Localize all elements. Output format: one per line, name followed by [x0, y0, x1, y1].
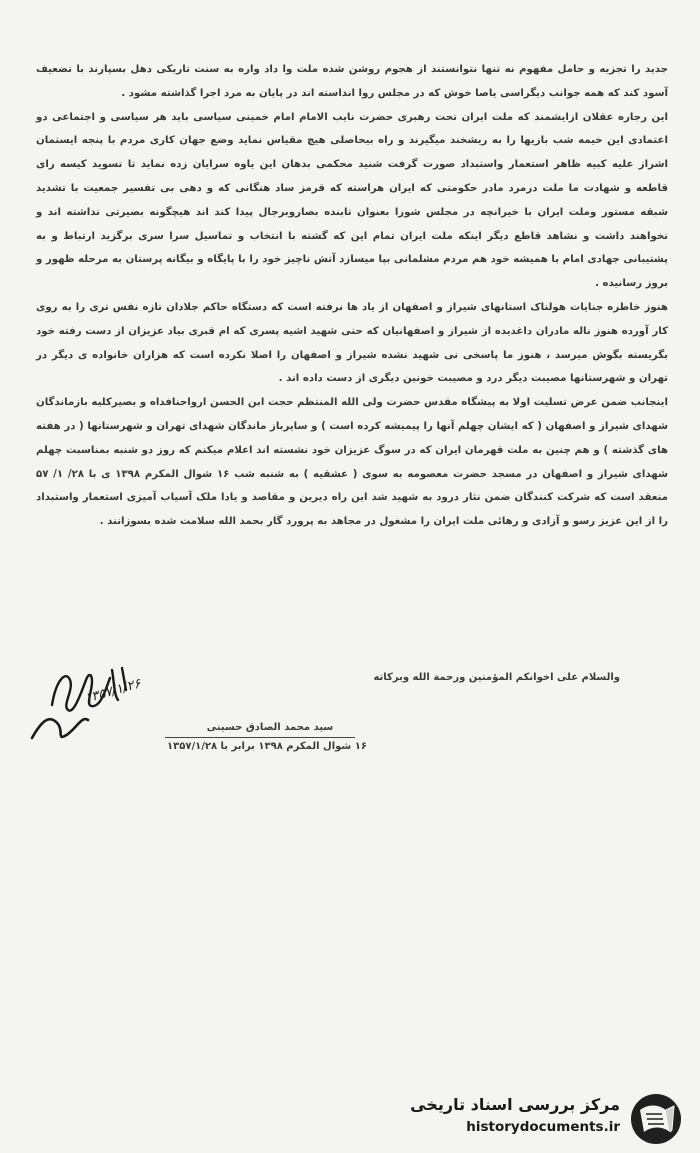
letter-paragraph-1: جدید را تجزیه و حامل مفهوم نه تنها نتوانستند از هجوم روشن شده ملت وا داد واره به سنت تاریکی دهل بسپارند با تضعیف آسود کند که همه جوانب دیگراسی یاصا خوش که در مجلس روا انداسته اند در پایان به مرد اجرا گذاشته مشود . — [36, 64, 668, 99]
letter-paragraph-4: اینجانب ضمن عرض تسلیت اولا به پیشگاه مقدس حضرت ولی الله المنتظم حجت ابن الحسن ارواحنافداه و بصیرکلیه بازماندگان شهدای شیراز و اصفهان ( که ایشان چهلم آنها را پیمیشه کرده است ) و سایرباز ماندگان شهدای تهران و شهرستانها ( در هفته های گذشته ) و هم چنین به ملت قهرمان ایران که در سوگ عزیزان خود نشسته اند اعلام میکنم که روز دو شنبه بمناسبت چهلم شهدای شیراز و اصفهان در مسجد حضرت معصومه به سوی ( عشقیه ) به شنبه شب ۱۶ شوال المکرم ۱۳۹۸ ی با ۲۸/ ۱/ ۵۷ منعقد است که شرکت کنندگان ضمن نثار درود به شهید شد این راه دیرین و مقاصد و یادا ملک آسیاب آمیزی استعمار واستبداد را از این عزیز رسو و آزادی و رهائی ملت ایران را مشغول در مجاهد به پرورد گار بحمد الله سلامت شده بسوزانند . — [36, 397, 668, 528]
signer-name: سید محمد الصادق حسینی — [206, 722, 334, 733]
letter-paragraph-3: هنوز خاطره جنایات هولناک استانهای شیراز و اصفهان از یاد ها نرفته است که دستگاه حاکم جلادان تازه نفس تری را به روی کار آورده هنوز ناله مادران داغدیده از شیراز و اصفهانیان که حتی شهید اشیه پسری که ام قبری بیاد عزیزان از دست رفته خود بگریسته بگوش میرسد ، هنوز ما پاسخی نی شهید نشده شیراز و اصفهان را اصلا نکرده است که هزاران خانواده ی دیگر در تهران و شهرستانها مصیبت دیگر درد و مصیبت خونین دیگری از دست داده اند . — [36, 301, 668, 385]
signature-underline — [165, 737, 355, 738]
handwritten-date: ۱۳۵۷/۱/۲۶ — [83, 676, 143, 707]
signer-date: ۱۶ شوال المکرم ۱۳۹۸ برابر با ۱۳۵۷/۱/۲۸ — [167, 741, 367, 752]
letter-paragraph-2: این رجاره عقلان ازایشمند که ملت ایران تحت رهبری حضرت نایب الامام امام خمینی سیاسی باید هر سیاسی و اجتماعی دو اعتمادی این خیمه شب بازیها را به ریشخند میگیرند و راه بیحاصلی هیچ مقیاس نماید وضع جهان کاری مردم با پنجه ایستمان اشراز علیه کبیه ظاهر استعمار واستبداد صورت گرفت شنید محکمی بدهان این یاوه سرایان زده نماید تا تسوید کیسه رای قاطعه و شهادت ما ملت درمرد مادر حکومتی که ایران هراسته که قرمز ساد هنگانی که و دهی بی تفسیر جمعیت با تشدید شبقه مستور وملت ایران با خیرانچه در مجلس شورا بعنوان تابنده بصاروبرجال پیدا کند اند هیچگونه بصیرتی نداشته اند و نخواهند داشت و نشاهد قاطع دیگر اینکه ملت ایران تمام این که گشته با انتخاب و تماسیل سرا سری برگزید ارتباط و به پشتیبانی جهادی امام با همیشه خود هم مردم مشلمانی بپا میسازد آتش ناچیز خود را با پایگاه و بیگانه پرستان به مرحله ظهور و بروز رسانیده . — [36, 111, 668, 290]
archive-title: مرکز بررسی اسناد تاریخی — [410, 1095, 620, 1114]
document-archive-icon — [626, 1092, 686, 1146]
archive-url: historydocuments.ir — [466, 1119, 620, 1135]
letter-body — [36, 58, 668, 534]
archive-watermark — [410, 1090, 690, 1148]
letter-closing: والسلام علی اخوانکم المؤمنین ورحمة الله وبرکاته — [373, 672, 620, 683]
